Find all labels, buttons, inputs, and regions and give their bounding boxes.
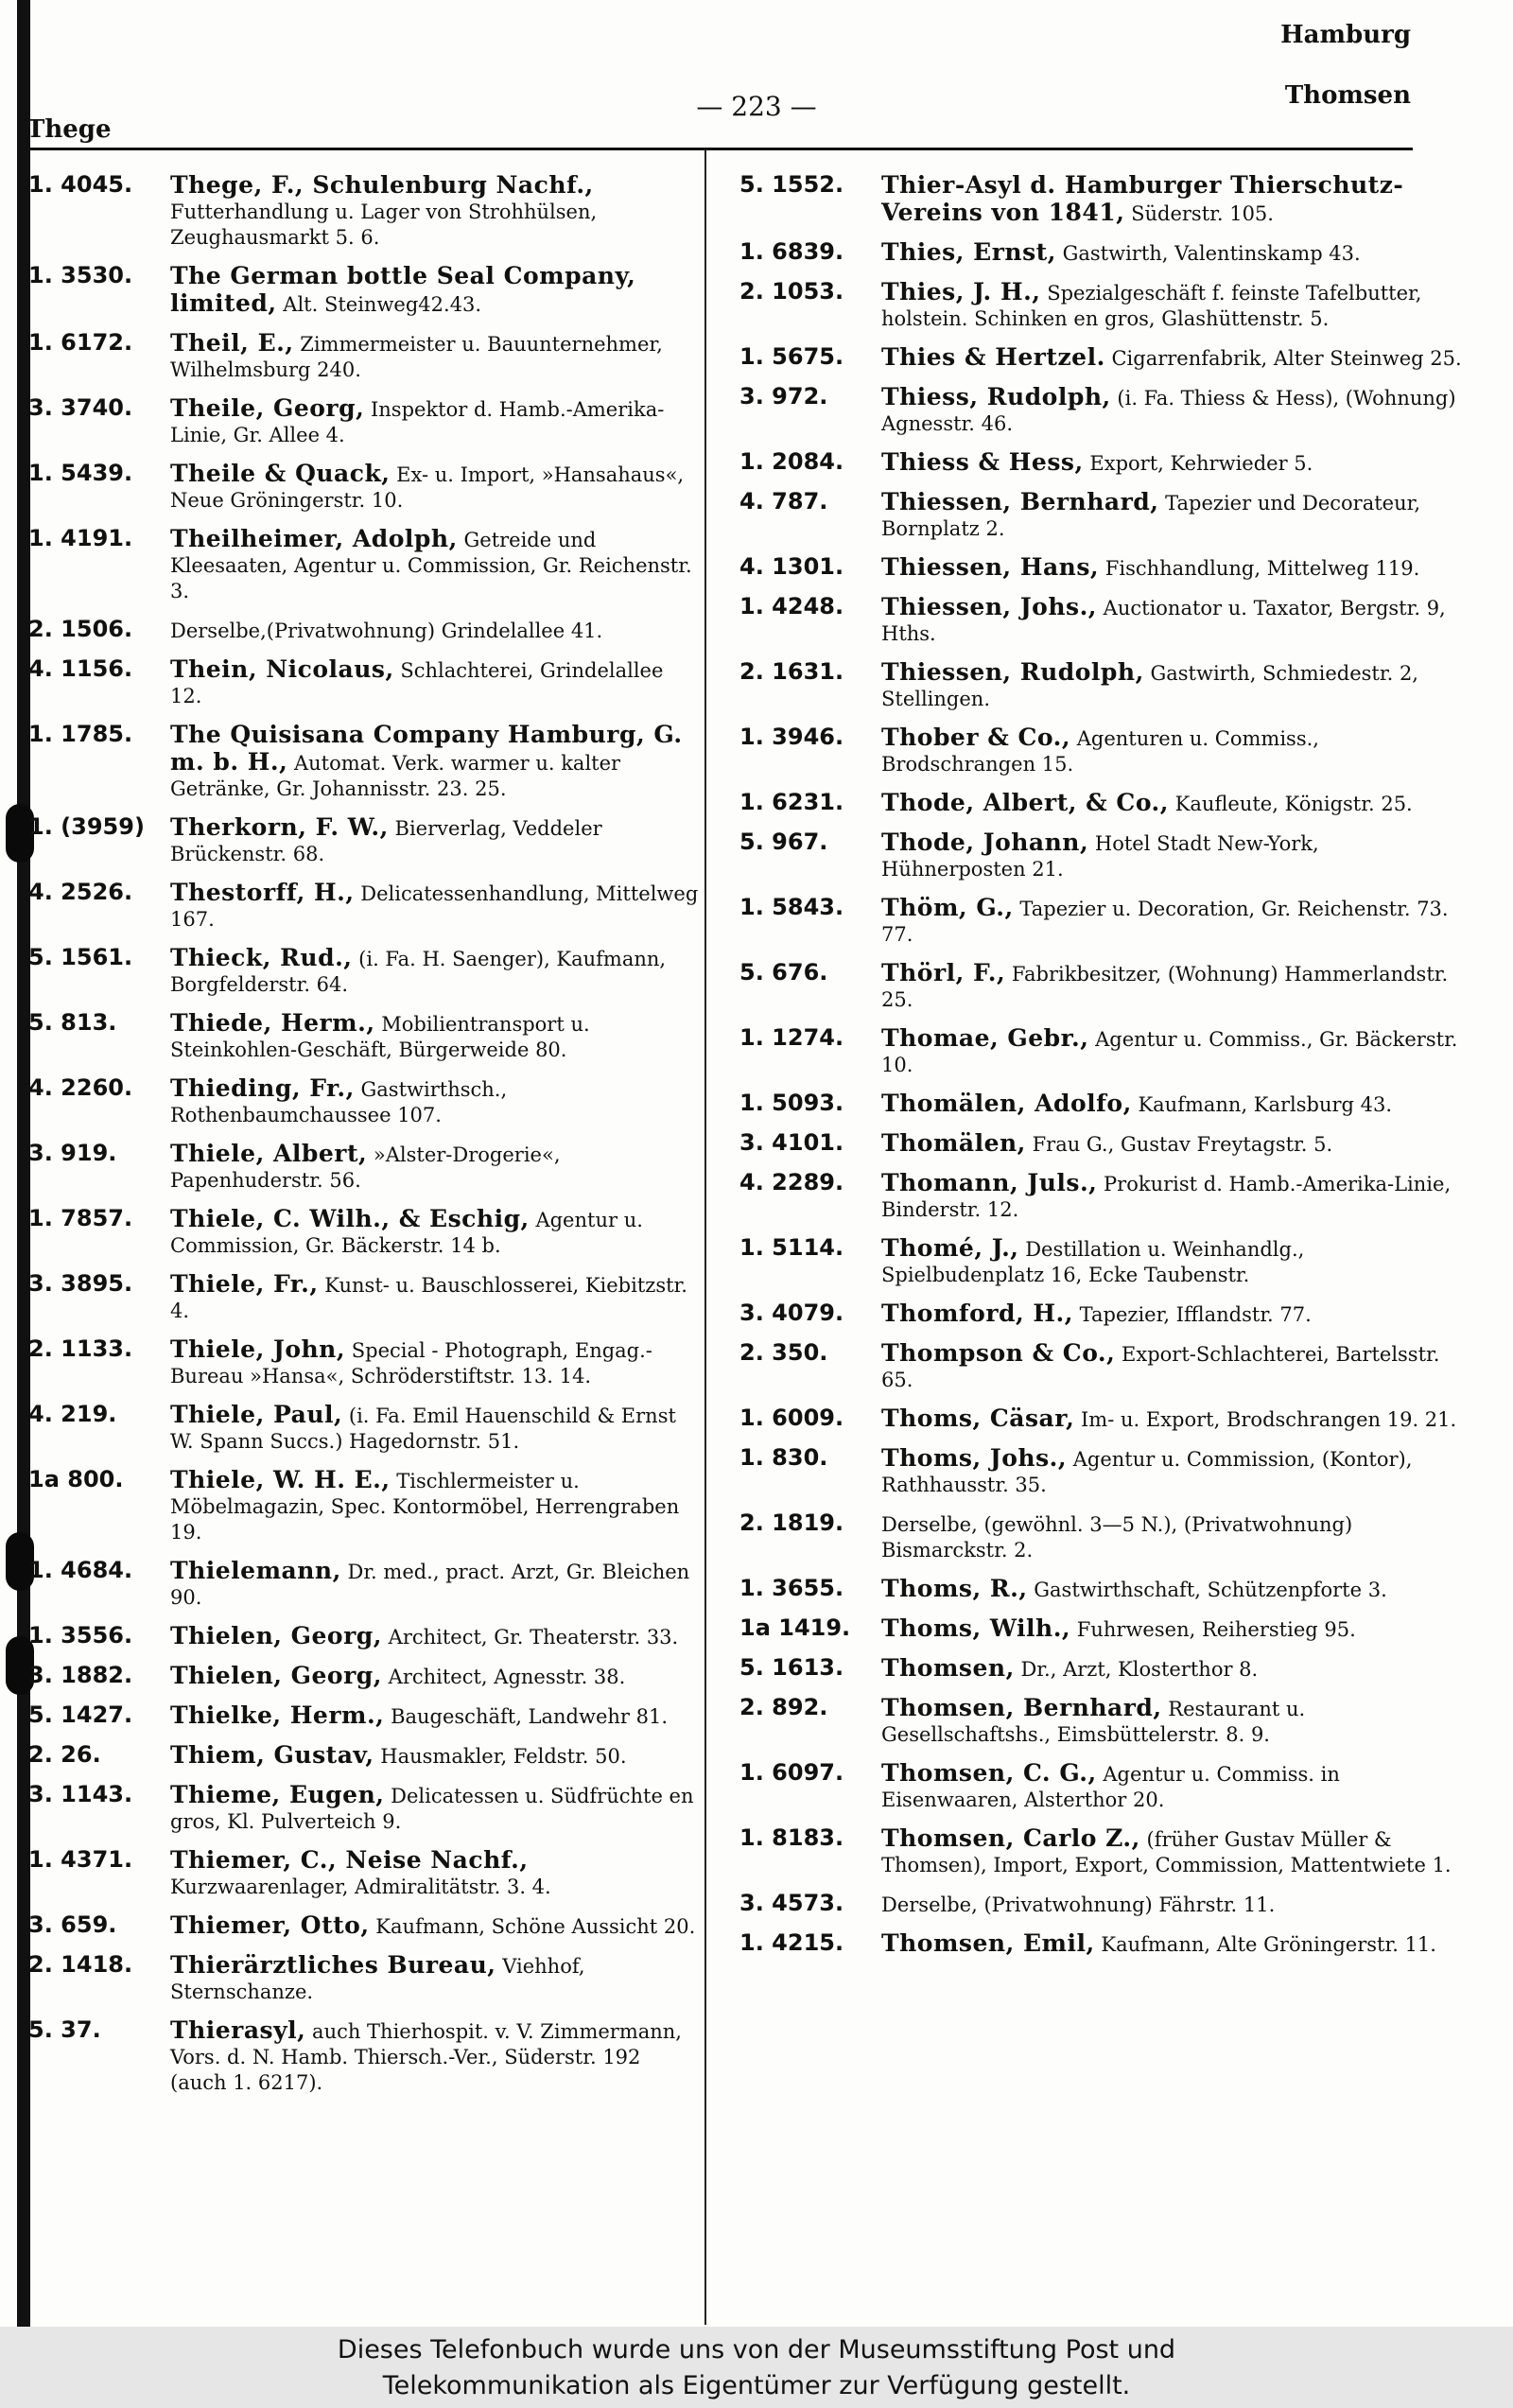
subscriber-details: Dr. med., pract. Arzt, Gr. Bleichen 90. bbox=[170, 1561, 690, 1609]
directory-entry bbox=[739, 1825, 1463, 1878]
subscriber-details: Schlachterei, Grindelallee 12. bbox=[170, 659, 664, 707]
subscriber-name: Thober & Co., bbox=[881, 724, 1071, 751]
subscriber-name: Thoms, Cäsar, bbox=[881, 1405, 1075, 1432]
subscriber-name: The German bottle Seal Company, limited, bbox=[170, 262, 636, 317]
subscriber-name: Thomé, J., bbox=[881, 1234, 1019, 1262]
subscriber-details: Agentur u. Commiss., Gr. Bäckerstr. 10. bbox=[881, 1028, 1458, 1076]
directory-entry bbox=[739, 1405, 1463, 1433]
directory-entry bbox=[28, 395, 700, 448]
subscriber-name: Thiem, Gustav, bbox=[170, 1741, 374, 1769]
phone-number: 1. 4371. bbox=[28, 1846, 133, 1873]
directory-entry bbox=[739, 1300, 1463, 1328]
directory-entry bbox=[28, 1010, 700, 1063]
right-column bbox=[739, 172, 1463, 1970]
subscriber-name: Thies & Hertzel. bbox=[881, 343, 1105, 371]
phone-number: 1. 4191. bbox=[28, 525, 133, 551]
subscriber-details: Zimmermeister u. Bauunternehmer, Wilhelmsburg 240. bbox=[170, 333, 663, 381]
directory-entry bbox=[28, 1141, 700, 1194]
phone-number: 1a 800. bbox=[28, 1466, 124, 1492]
subscriber-name: Thiessen, Rudolph, bbox=[881, 658, 1144, 686]
phone-number: 1. 2084. bbox=[739, 448, 844, 475]
phone-number: 5. 967. bbox=[739, 829, 828, 855]
phone-number: 3. 1143. bbox=[28, 1781, 133, 1807]
right-keyword: Thomsen bbox=[1284, 81, 1411, 110]
directory-entry bbox=[28, 1558, 700, 1611]
subscriber-details: (früher Gustav Müller & Thomsen), Import, Export, Commission, Mattentwiete 1. bbox=[881, 1828, 1452, 1876]
directory-entry bbox=[739, 1445, 1463, 1498]
subscriber-name: Thompson & Co., bbox=[881, 1339, 1116, 1367]
subscriber-details: Special - Photograph, Engag.-Bureau »Hansa«, Schröderstiftstr. 13. 14. bbox=[170, 1339, 652, 1387]
subscriber-details: Cigarrenfabrik, Alter Steinweg 25. bbox=[1111, 347, 1462, 370]
phone-number: 3. 972. bbox=[739, 383, 828, 410]
subscriber-details: Fischhandlung, Mittelweg 119. bbox=[1104, 557, 1420, 580]
directory-entry bbox=[28, 2017, 700, 2096]
phone-number: 4. 2260. bbox=[28, 1074, 133, 1101]
subscriber-details: Kaufleute, Königstr. 25. bbox=[1174, 793, 1413, 815]
subscriber-name: Thielen, Georg, bbox=[170, 1622, 382, 1649]
subscriber-name: Thierasyl, bbox=[170, 2016, 306, 2044]
subscriber-details: Architect, Agnesstr. 38. bbox=[388, 1666, 626, 1688]
directory-entry bbox=[28, 172, 700, 251]
directory-entry bbox=[739, 554, 1463, 582]
phone-number: 1. 5114. bbox=[739, 1234, 844, 1261]
phone-number: 1. 1785. bbox=[28, 721, 133, 747]
directory-entry bbox=[28, 526, 700, 604]
directory-entry bbox=[739, 1340, 1463, 1393]
subscriber-name: Thielen, Georg, bbox=[170, 1662, 382, 1689]
directory-entry bbox=[28, 1206, 700, 1259]
directory-entry bbox=[739, 172, 1463, 227]
directory-entry bbox=[28, 1782, 700, 1835]
subscriber-details: (i. Fa. H. Saenger), Kaufmann, Borgfelderstr. 64. bbox=[170, 948, 667, 996]
subscriber-name: Thieme, Eugen, bbox=[170, 1781, 385, 1808]
column-divider bbox=[704, 149, 706, 2325]
phone-number: 1. 5093. bbox=[739, 1090, 844, 1116]
phone-number: 4. 2289. bbox=[739, 1169, 844, 1195]
subscriber-name: Thiemer, Otto, bbox=[170, 1911, 370, 1939]
subscriber-details: Tapezier, Ifflandstr. 77. bbox=[1079, 1303, 1312, 1326]
subscriber-details: Gastwirth, Valentinskamp 43. bbox=[1062, 242, 1361, 265]
subscriber-details: Prokurist d. Hamb.-Amerika-Linie, Binderstr. 12. bbox=[881, 1173, 1452, 1221]
subscriber-details: Delicatessen u. Südfrüchte en gros, Kl. Pulverteich 9. bbox=[170, 1785, 694, 1833]
subscriber-name: Thiemer, C., Neise Nachf., bbox=[170, 1846, 529, 1874]
subscriber-name: Thomann, Juls., bbox=[881, 1169, 1098, 1196]
phone-number: 5. 1427. bbox=[28, 1701, 133, 1728]
directory-entry bbox=[28, 1402, 700, 1455]
directory-entry bbox=[28, 722, 700, 802]
phone-number: 4. 1156. bbox=[28, 655, 133, 682]
directory-entry bbox=[739, 1510, 1463, 1563]
header-rule bbox=[26, 148, 1413, 150]
subscriber-details: Destillation u. Weinhandlg., Spielbudenplatz 16, Ecke Taubenstr. bbox=[881, 1238, 1305, 1286]
subscriber-details: auch Thierhospit. v. V. Zimmermann, Vors. d. N. Hamb. Thiersch.-Ver., Süderstr. 192 (auch 1. 6217). bbox=[170, 2020, 682, 2094]
subscriber-name: Thiess, Rudolph, bbox=[881, 383, 1111, 410]
directory-entry bbox=[739, 1576, 1463, 1603]
directory-entry bbox=[28, 1663, 700, 1690]
phone-number: 2. 350. bbox=[739, 1339, 828, 1366]
subscriber-name: Thies, Ernst, bbox=[881, 238, 1056, 266]
subscriber-name: Thies, J. H., bbox=[881, 278, 1041, 305]
subscriber-details: Derselbe, (Privatwohnung) Fährstr. 11. bbox=[881, 1893, 1276, 1916]
subscriber-name: Thestorff, H., bbox=[170, 879, 355, 906]
phone-number: 1. 3556. bbox=[28, 1622, 133, 1649]
phone-number: 1. (3959) bbox=[28, 813, 145, 840]
footer-line-2: Telekommunikation als Eigentümer zur Verfügung gestellt. bbox=[382, 2371, 1131, 2400]
phone-number: 3. 3895. bbox=[28, 1270, 133, 1297]
phone-number: 1. 6172. bbox=[28, 329, 133, 356]
subscriber-name: Thieding, Fr., bbox=[170, 1074, 355, 1102]
subscriber-details: Gastwirthsch., Rothenbaumchaussee 107. bbox=[170, 1078, 508, 1126]
left-column bbox=[28, 172, 700, 2108]
directory-entry bbox=[739, 1091, 1463, 1118]
phone-number: 1. 1274. bbox=[739, 1024, 844, 1051]
subscriber-name: Thiessen, Johs., bbox=[881, 593, 1097, 620]
phone-number: 1. 8183. bbox=[739, 1824, 844, 1851]
directory-entry bbox=[739, 1891, 1463, 1918]
directory-entry bbox=[739, 489, 1463, 542]
subscriber-details: Architect, Gr. Theaterstr. 33. bbox=[388, 1626, 679, 1649]
subscriber-name: Thomsen, Carlo Z., bbox=[881, 1824, 1140, 1852]
phone-number: 1. 5439. bbox=[28, 460, 133, 486]
subscriber-name: Theile & Quack, bbox=[170, 460, 391, 487]
phone-number: 1. 5675. bbox=[739, 343, 844, 370]
directory-entry bbox=[28, 1075, 700, 1128]
subscriber-name: Thiess & Hess, bbox=[881, 448, 1084, 476]
subscriber-name: Thörl, F., bbox=[881, 959, 1006, 986]
directory-entry bbox=[28, 1336, 700, 1389]
subscriber-name: Thieck, Rud., bbox=[170, 944, 353, 971]
subscriber-details: Tapezier und Decorateur, Bornplatz 2. bbox=[881, 492, 1421, 540]
directory-entry bbox=[28, 1271, 700, 1324]
directory-entry bbox=[739, 449, 1463, 477]
subscriber-details: Kunst- u. Bauschlosserei, Kiebitzstr. 4. bbox=[170, 1274, 687, 1322]
directory-entry bbox=[28, 1847, 700, 1900]
subscriber-details: Gastwirthschaft, Schützenpforte 3. bbox=[1034, 1579, 1387, 1601]
subscriber-name: Thielemann, bbox=[170, 1557, 341, 1584]
phone-number: 2. 1133. bbox=[28, 1335, 133, 1362]
subscriber-details: Baugeschäft, Landwehr 81. bbox=[391, 1705, 669, 1728]
subscriber-name: Thiele, Albert, bbox=[170, 1140, 368, 1167]
directory-entry bbox=[739, 1615, 1463, 1643]
subscriber-details: Fabrikbesitzer, (Wohnung) Hammerlandstr. 25. bbox=[881, 963, 1449, 1011]
subscriber-name: Thomsen, Bernhard, bbox=[881, 1694, 1162, 1721]
subscriber-details: Agentur u. Commission, (Kontor), Rathhausstr. 35. bbox=[881, 1448, 1413, 1496]
phone-number: 1. 5843. bbox=[739, 894, 844, 920]
phone-number: 1. 4248. bbox=[739, 593, 844, 619]
subscriber-name: Theilheimer, Adolph, bbox=[170, 525, 458, 552]
phone-number: 5. 1613. bbox=[739, 1654, 844, 1681]
subscriber-name: Thomälen, bbox=[881, 1129, 1026, 1157]
phone-number: 1. 4215. bbox=[739, 1929, 844, 1956]
phone-number: 5. 37. bbox=[28, 2016, 101, 2043]
subscriber-name: Thomsen, C. G., bbox=[881, 1759, 1097, 1787]
directory-entry bbox=[739, 1760, 1463, 1813]
subscriber-name: Thoms, R., bbox=[881, 1575, 1028, 1602]
subscriber-details: (i. Fa. Thiess & Hess), (Wohnung) Agnesstr. 46. bbox=[881, 387, 1456, 435]
directory-entry bbox=[739, 1930, 1463, 1958]
subscriber-name: Thein, Nicolaus, bbox=[170, 655, 394, 683]
directory-entry bbox=[739, 344, 1463, 372]
subscriber-name: Thiele, W. H. E., bbox=[170, 1466, 391, 1493]
subscriber-details: Delicatessenhandlung, Mittelweg 167. bbox=[170, 882, 699, 931]
subscriber-details: Tischlermeister u. Möbelmagazin, Spec. Kontormöbel, Herrengraben 19. bbox=[170, 1470, 680, 1544]
subscriber-name: Thielke, Herm., bbox=[170, 1701, 385, 1729]
phone-number: 2. 1506. bbox=[28, 616, 133, 642]
directory-entry bbox=[739, 724, 1463, 777]
subscriber-name: Thiele, John, bbox=[170, 1335, 346, 1363]
phone-number: 4. 2526. bbox=[28, 879, 133, 905]
directory-entry bbox=[739, 790, 1463, 817]
phone-number: 5. 676. bbox=[739, 959, 828, 986]
subscriber-details: Viehhof, Sternschanze. bbox=[170, 1955, 585, 2003]
directory-entry bbox=[28, 1952, 700, 2005]
directory-entry bbox=[28, 1623, 700, 1650]
running-head-city: Hamburg bbox=[1280, 21, 1411, 49]
subscriber-name: Thomsen, bbox=[881, 1654, 1015, 1682]
phone-number: 1. 3946. bbox=[739, 724, 844, 750]
directory-entry bbox=[739, 1170, 1463, 1223]
phone-number: 2. 1631. bbox=[739, 658, 844, 685]
phone-number: 3. 1882. bbox=[28, 1662, 133, 1688]
directory-entry bbox=[28, 617, 700, 644]
subscriber-details: Agenturen u. Commiss., Brodschrangen 15. bbox=[881, 727, 1319, 776]
footer-notice bbox=[0, 2327, 1513, 2408]
directory-entry bbox=[739, 239, 1463, 267]
subscriber-details: Inspektor d. Hamb.-Amerika-Linie, Gr. Allee 4. bbox=[170, 398, 665, 446]
directory-entry bbox=[739, 279, 1463, 332]
subscriber-details: Mobilientransport u. Steinkohlen-Geschäft, Bürgerweide 80. bbox=[170, 1013, 590, 1061]
subscriber-details: Export-Schlachterei, Bartelsstr. 65. bbox=[881, 1343, 1440, 1391]
subscriber-details: Kaufmann, Alte Gröningerstr. 11. bbox=[1101, 1933, 1436, 1956]
phone-number: 3. 4573. bbox=[739, 1890, 844, 1916]
subscriber-details: Im- u. Export, Brodschrangen 19. 21. bbox=[1081, 1408, 1457, 1431]
directory-entry bbox=[28, 263, 700, 318]
phone-number: 5. 1561. bbox=[28, 944, 133, 970]
subscriber-name: Thode, Johann, bbox=[881, 829, 1089, 856]
subscriber-details: Kaufmann, Karlsburg 43. bbox=[1138, 1093, 1393, 1116]
subscriber-name: Thege, F., Schulenburg Nachf., bbox=[170, 171, 594, 199]
phone-number: 4. 1301. bbox=[739, 553, 844, 580]
phone-number: 3. 659. bbox=[28, 1911, 117, 1938]
phone-number: 1. 4045. bbox=[28, 171, 133, 198]
subscriber-details: Kaufmann, Schöne Aussicht 20. bbox=[375, 1915, 696, 1938]
subscriber-details: Derselbe,(Privatwohnung) Grindelallee 41. bbox=[170, 619, 603, 642]
directory-entry bbox=[28, 1742, 700, 1770]
directory-entry bbox=[739, 1655, 1463, 1683]
phone-number: 2. 1819. bbox=[739, 1509, 844, 1536]
phone-number: 2. 26. bbox=[28, 1741, 101, 1768]
subscriber-details: Automat. Verk. warmer u. kalter Getränke, Gr. Johannisstr. 23. 25. bbox=[170, 752, 621, 800]
phone-number: 3. 4101. bbox=[739, 1129, 844, 1156]
subscriber-name: Thomford, H., bbox=[881, 1300, 1073, 1327]
subscriber-details: Süderstr. 105. bbox=[1131, 202, 1274, 225]
subscriber-name: Thomälen, Adolfo, bbox=[881, 1090, 1132, 1117]
subscriber-name: Thiele, Fr., bbox=[170, 1270, 319, 1298]
subscriber-details: Export, Kehrwieder 5. bbox=[1089, 452, 1313, 475]
subscriber-details: Alt. Steinweg42.43. bbox=[283, 293, 482, 316]
subscriber-name: Thiele, Paul, bbox=[170, 1401, 343, 1428]
phone-number: 1. 6097. bbox=[739, 1759, 844, 1786]
left-keyword: Thege bbox=[26, 115, 112, 144]
phone-number: 4. 219. bbox=[28, 1401, 117, 1427]
phone-number: 2. 1418. bbox=[28, 1951, 133, 1978]
phone-number: 1. 7857. bbox=[28, 1205, 133, 1231]
directory-entry bbox=[28, 814, 700, 867]
phone-number: 5. 1552. bbox=[739, 171, 844, 198]
directory-entry bbox=[739, 1235, 1463, 1288]
subscriber-details: Kurzwaarenlager, Admiralitätstr. 3. 4. bbox=[170, 1876, 551, 1898]
directory-entry bbox=[739, 594, 1463, 647]
subscriber-details: Agentur u. Commission, Gr. Bäckerstr. 14 b. bbox=[170, 1209, 643, 1257]
subscriber-name: Thomsen, Emil, bbox=[881, 1929, 1095, 1957]
directory-entry bbox=[28, 330, 700, 383]
subscriber-name: Thierärztliches Bureau, bbox=[170, 1951, 496, 1979]
directory-entry bbox=[28, 1702, 700, 1730]
directory-entry bbox=[28, 945, 700, 998]
subscriber-details: Spezialgeschäft f. feinste Tafelbutter, holstein. Schinken en gros, Glashüttenstr. 5. bbox=[881, 282, 1422, 330]
subscriber-details: Dr., Arzt, Klosterthor 8. bbox=[1020, 1658, 1259, 1681]
subscriber-details: Agentur u. Commiss. in Eisenwaaren, Alsterthor 20. bbox=[881, 1763, 1340, 1811]
directory-entry bbox=[739, 659, 1463, 712]
subscriber-details: Futterhandlung u. Lager von Strohhülsen, Zeughausmarkt 5. 6. bbox=[170, 201, 598, 249]
directory-entry bbox=[739, 1130, 1463, 1158]
directory-entry bbox=[739, 829, 1463, 882]
subscriber-name: Thier-Asyl d. Hamburger Thierschutz-Vereins von 1841, bbox=[881, 171, 1404, 226]
subscriber-name: Thomae, Gebr., bbox=[881, 1024, 1089, 1052]
phone-number: 1. 830. bbox=[739, 1444, 828, 1471]
directory-entry bbox=[739, 960, 1463, 1013]
subscriber-details: Getreide und Kleesaaten, Agentur u. Commission, Gr. Reichenstr. 3. bbox=[170, 529, 692, 602]
subscriber-name: Thoms, Wilh., bbox=[881, 1614, 1071, 1642]
phone-number: 1. 6231. bbox=[739, 789, 844, 815]
directory-entry bbox=[28, 656, 700, 709]
subscriber-details: Gastwirth, Schmiedestr. 2, Stellingen. bbox=[881, 662, 1418, 710]
phone-number: 1a 1419. bbox=[739, 1614, 851, 1641]
phone-number: 4. 787. bbox=[739, 488, 828, 515]
directory-entry bbox=[28, 1467, 700, 1545]
phone-number: 1. 3530. bbox=[28, 262, 133, 288]
subscriber-details: Ex- u. Import, »Hansahaus«, Neue Gröningerstr. 10. bbox=[170, 463, 685, 512]
page-number: — 223 — bbox=[696, 91, 817, 122]
subscriber-name: Thiessen, Hans, bbox=[881, 553, 1100, 581]
subscriber-details: Restaurant u. Gesellschaftshs., Eimsbüttelerstr. 8. 9. bbox=[881, 1698, 1306, 1746]
subscriber-name: Therkorn, F. W., bbox=[170, 813, 389, 841]
subscriber-details: Fuhrwesen, Reiherstieg 95. bbox=[1076, 1618, 1356, 1641]
subscriber-name: Thiede, Herm., bbox=[170, 1009, 375, 1037]
subscriber-details: Derselbe, (gewöhnl. 3—5 N.), (Privatwohnung) Bismarckstr. 2. bbox=[881, 1513, 1353, 1562]
directory-entry bbox=[739, 1695, 1463, 1748]
phone-number: 3. 3740. bbox=[28, 394, 133, 421]
directory-entry bbox=[739, 895, 1463, 948]
phone-number: 3. 4079. bbox=[739, 1300, 844, 1326]
directory-entry bbox=[739, 1025, 1463, 1078]
directory-entry bbox=[28, 1912, 700, 1940]
phone-number: 1. 6839. bbox=[739, 238, 844, 265]
subscriber-name: Thöm, G., bbox=[881, 894, 1014, 921]
subscriber-name: Thiessen, Bernhard, bbox=[881, 488, 1159, 515]
subscriber-details: Frau G., Gustav Freytagstr. 5. bbox=[1032, 1133, 1333, 1156]
subscriber-details: Hotel Stadt New-York, Hühnerposten 21. bbox=[881, 832, 1319, 881]
phone-number: 2. 892. bbox=[739, 1694, 828, 1720]
directory-entry bbox=[739, 384, 1463, 437]
subscriber-details: Auctionator u. Taxator, Bergstr. 9, Hths. bbox=[881, 597, 1446, 645]
phone-number: 1. 4684. bbox=[28, 1557, 133, 1583]
directory-entry bbox=[28, 880, 700, 933]
subscriber-details: Tapezier u. Decoration, Gr. Reichenstr. 73. 77. bbox=[881, 898, 1449, 946]
footer-line-1: Dieses Telefonbuch wurde uns von der Museumsstiftung Post und bbox=[337, 2335, 1176, 2364]
subscriber-details: »Alster-Drogerie«, Papenhuderstr. 56. bbox=[170, 1143, 561, 1192]
phone-number: 1. 3655. bbox=[739, 1575, 844, 1601]
subscriber-name: The Quisisana Company Hamburg, G. m. b. H., bbox=[170, 721, 683, 776]
phone-number: 2. 1053. bbox=[739, 278, 844, 305]
subscriber-name: Theile, Georg, bbox=[170, 394, 365, 422]
subscriber-name: Theil, E., bbox=[170, 329, 294, 357]
phone-number: 1. 6009. bbox=[739, 1405, 844, 1431]
subscriber-name: Thiele, C. Wilh., & Eschig, bbox=[170, 1205, 530, 1232]
subscriber-details: (i. Fa. Emil Hauenschild & Ernst W. Spann Succs.) Hagedornstr. 51. bbox=[170, 1405, 676, 1453]
subscriber-details: Bierverlag, Veddeler Brückenstr. 68. bbox=[170, 817, 602, 865]
phone-number: 3. 919. bbox=[28, 1140, 117, 1166]
directory-entry bbox=[28, 461, 700, 514]
subscriber-name: Thoms, Johs., bbox=[881, 1444, 1068, 1472]
phone-number: 5. 813. bbox=[28, 1009, 117, 1036]
subscriber-details: Hausmakler, Feldstr. 50. bbox=[380, 1745, 627, 1768]
subscriber-name: Thode, Albert, & Co., bbox=[881, 789, 1169, 816]
